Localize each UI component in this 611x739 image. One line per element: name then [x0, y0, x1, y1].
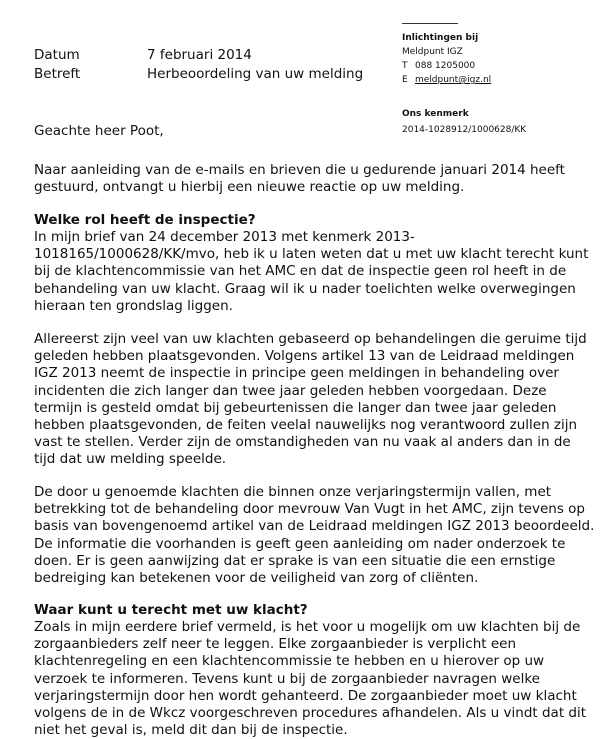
subject-label: Betreft	[34, 66, 81, 82]
salutation: Geachte heer Poot,	[34, 123, 164, 139]
section-heading-role: Welke rol heeft de inspectie?	[34, 212, 256, 228]
paragraph-complaint-options: Zoals in mijn eerdere brief vermeld, is het voor u mogelijk om uw klachten bij de zorgaanbieders zelf neer te leggen. Elke zorgaanbieder is verplicht een klachtenregeling en een klachtencommissie te hebben en u hierover op uw verzoek te informeren. Tevens kunt u bij de zorgaanbieder navragen welke verjaringstermijn door hen wordt gehanteerd. De zorgaanbieder moet uw klacht volgens de in de Wkcz voorgeschreven procedures afhandelen. Als u vindt dat dit niet het geval is, meld dit dan bij de inspectie.	[34, 619, 587, 739]
info-name: Meldpunt IGZ	[402, 47, 463, 57]
phone-label: T	[402, 61, 408, 71]
email-label: E	[402, 75, 408, 85]
date-value: 7 februari 2014	[147, 47, 252, 63]
date-label: Datum	[34, 47, 80, 63]
info-heading: Inlichtingen bij	[402, 33, 479, 43]
reference-heading: Ons kenmerk	[402, 109, 469, 119]
divider-line	[402, 23, 458, 24]
paragraph-assessment: De door u genoemde klachten die binnen onze verjaringstermijn vallen, met betrekking tot de behandeling door mevrouw Van Vugt in het AMC, zijn tevens op basis van bovengenoemd artikel van de Leidraad meldingen IGZ 2013 beoordeeld. De informatie die voorhanden is geeft geen aanleiding om nader onderzoek te doen. Er is geen aanwijzing dat er sprake is van een situatie die een ernstige bedreiging kan betekenen voor de veiligheid van zorg of cliënten.	[34, 484, 595, 587]
section-heading-complaint: Waar kunt u terecht met uw klacht?	[34, 602, 308, 618]
intro-paragraph: Naar aanleiding van de e-mails en brieven die u gedurende januari 2014 heeft gestuurd, ontvangt u hierbij een nieuwe reactie op uw melding.	[34, 162, 565, 196]
reference-value: 2014-1028912/1000628/KK	[402, 125, 527, 135]
email-link[interactable]: meldpunt@igz.nl	[415, 75, 492, 85]
subject-value: Herbeoordeling van uw melding	[147, 66, 364, 82]
paragraph-limitation-period: Allereerst zijn veel van uw klachten gebaseerd op behandelingen die geruime tijd geleden hebben plaatsgevonden. Volgens artikel 13 van de Leidraad meldingen IGZ 2013 neemt de inspectie in principe geen meldingen in behandeling over incidenten die zich langer dan twee jaar geleden hebben voorgedaan. Deze termijn is gesteld omdat bij gebeurtenissen die langer dan twee jaar geleden hebben plaatsgevonden, de feiten veelal nauwelijks nog verantwoord zullen zijn vast te stellen. Verder zijn de omstandigheden van nu vaak al anders dan in de tijd dat uw melding speelde.	[34, 331, 587, 468]
phone-value: 088 1205000	[415, 61, 476, 71]
paragraph-previous-letter: In mijn brief van 24 december 2013 met kenmerk 2013- 1018165/1000628/KK/mvo, heb ik u laten weten dat u met uw klacht terecht kunt bij de klachtencommissie van het AMC en dat de inspectie geen rol heeft in de behandeling van uw klacht. Graag wil ik u nader toelichten welke overwegingen hieraan ten grondslag liggen.	[34, 229, 589, 314]
